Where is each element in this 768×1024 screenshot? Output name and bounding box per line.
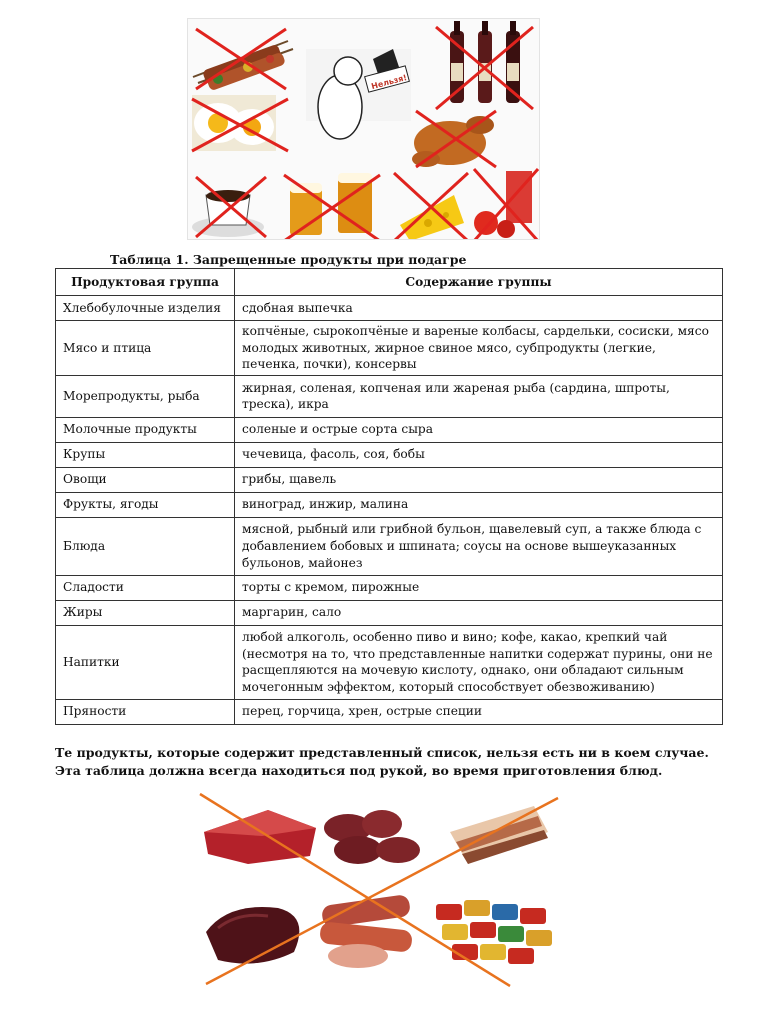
table-row (56, 417, 723, 442)
row-content: грибы, щавель (235, 467, 723, 492)
row-content: чечевица, фасоль, соя, бобы (235, 442, 723, 467)
fried-eggs-image (192, 95, 288, 151)
liver-image (206, 907, 299, 964)
forbidden-products-table (55, 268, 723, 725)
table-row (56, 375, 723, 417)
table-row (56, 699, 723, 724)
cartoon-prohibition-image (306, 49, 411, 139)
forbidden-meats-collage (198, 792, 570, 988)
row-group: Пряности (56, 699, 235, 724)
table-row (56, 296, 723, 321)
row-content: жирная, соленая, копченая или жареная рыба (сардина, шпроты, треска), икра (235, 375, 723, 417)
row-group: Хлебобулочные изделия (56, 296, 235, 321)
row-content: торты с кремом, пирожные (235, 575, 723, 600)
row-content: любой алкоголь, особенно пиво и вино; кофе, какао, крепкий чай (несмотря на то, что представленные напитки содержат пурины, они не расщепляются на мочевую кислоту, однако, они обладают сильным мочегонным эффектом, который способствует обезвоживанию) (235, 625, 723, 699)
cheese-image (394, 173, 468, 240)
roast-chicken-image (412, 111, 496, 167)
row-content: маргарин, сало (235, 600, 723, 625)
table-row (56, 492, 723, 517)
tomato-juice-image (474, 169, 538, 240)
table-row (56, 467, 723, 492)
table-header-row (56, 269, 723, 296)
bacon-image (450, 806, 548, 864)
header-group: Продуктовая группа (56, 269, 235, 296)
row-group: Жиры (56, 600, 235, 625)
row-content: соленые и острые сорта сыра (235, 417, 723, 442)
row-content: перец, горчица, хрен, острые специи (235, 699, 723, 724)
coffee-cup-image (192, 177, 266, 237)
table-row (56, 625, 723, 699)
kebab-image (193, 29, 293, 91)
row-group: Крупы (56, 442, 235, 467)
forbidden-foods-collage (187, 18, 540, 240)
beer-mugs-image (284, 173, 380, 240)
row-content: мясной, рыбный или грибной бульон, щавелевый суп, а также блюда с добавлением бобовых и шпината; соусы на основе вышеуказанных бульонов, майонез (235, 517, 723, 575)
row-group: Фрукты, ягоды (56, 492, 235, 517)
row-group: Сладости (56, 575, 235, 600)
sausages-image (319, 894, 413, 968)
table-row (56, 442, 723, 467)
sign-text: Нельзя! (370, 72, 408, 92)
row-group: Морепродукты, рыба (56, 375, 235, 417)
table-caption: Таблица 1. Запрещенные продукты при подагре (110, 252, 467, 267)
row-group: Напитки (56, 625, 235, 699)
table-row (56, 321, 723, 376)
row-group: Блюда (56, 517, 235, 575)
row-content: виноград, инжир, малина (235, 492, 723, 517)
warning-note: Те продукты, которые содержит представленный список, нельзя есть ни в коем случае. Эта таблица должна всегда находиться под рукой, во время приготовления блюд. (55, 745, 709, 778)
row-group: Молочные продукты (56, 417, 235, 442)
kidneys-image (324, 810, 420, 864)
table-row (56, 575, 723, 600)
header-content: Содержание группы (235, 269, 723, 296)
canned-food-image (436, 900, 552, 964)
row-content: сдобная выпечка (235, 296, 723, 321)
row-group: Мясо и птица (56, 321, 235, 376)
table-row (56, 600, 723, 625)
wine-bottles-image (436, 21, 533, 109)
row-group: Овощи (56, 467, 235, 492)
row-content: копчёные, сырокопчёные и вареные колбасы, сардельки, сосиски, мясо молодых животных, жирное свиное мясо, субпродукты (легкие, печенка, почки), консервы (235, 321, 723, 376)
table-row (56, 517, 723, 575)
